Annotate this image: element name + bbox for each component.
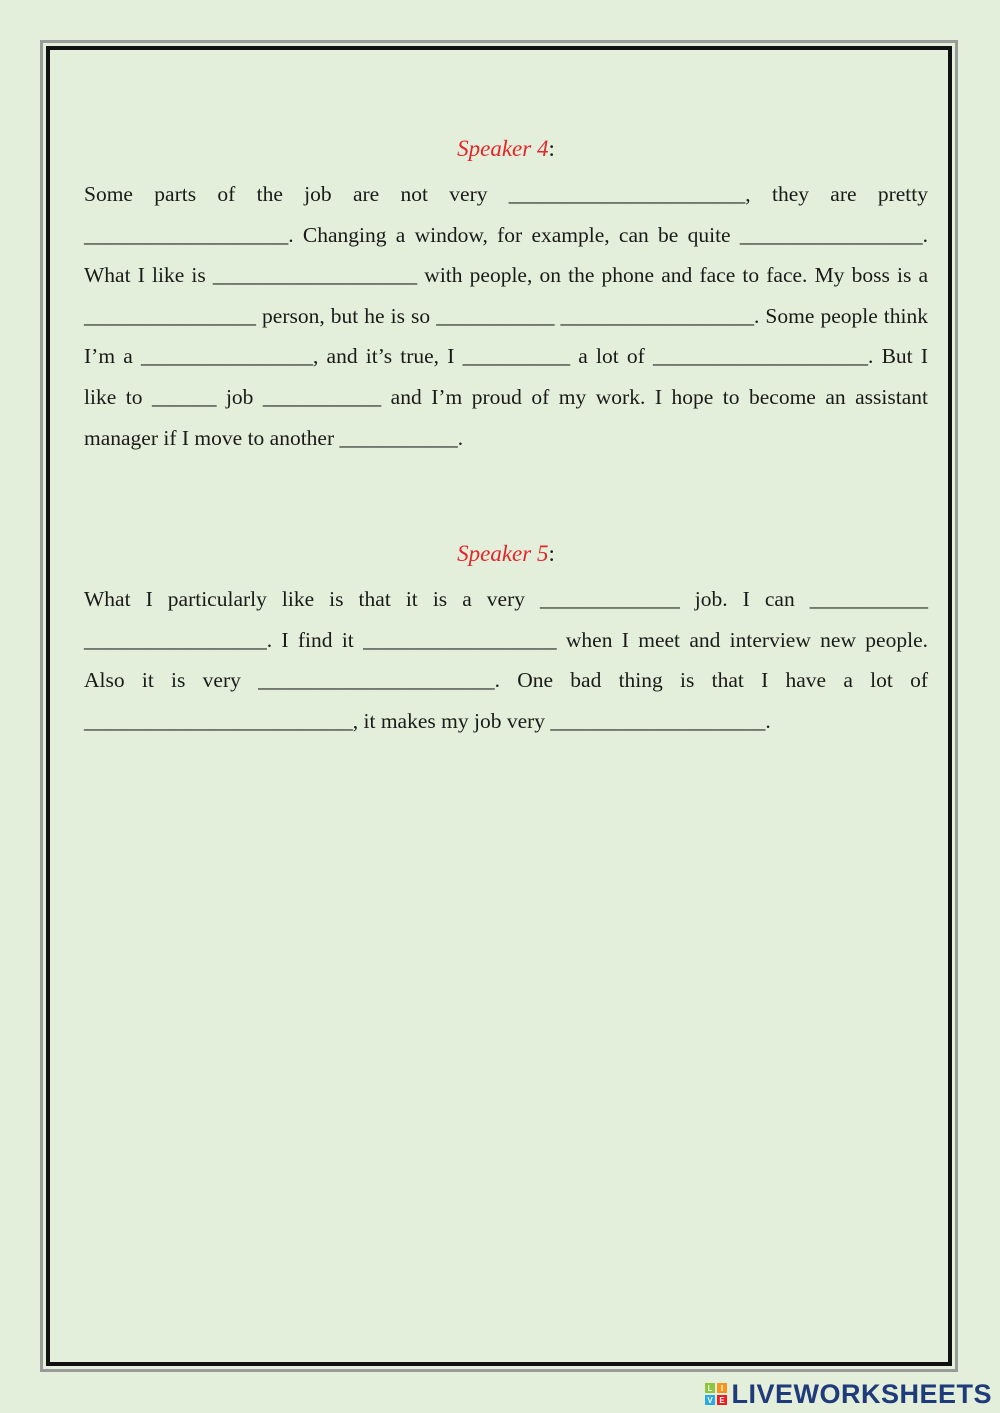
speaker-5-heading <box>84 539 928 569</box>
liveworksheets-grid-icon <box>705 1383 727 1405</box>
speaker-4-name: Speaker 4 <box>457 136 549 161</box>
speaker-4-section <box>84 134 928 458</box>
icon-letter-v: V <box>707 1396 714 1405</box>
speaker-5-colon: : <box>548 541 555 566</box>
liveworksheets-logo-text: LIVEWORKSHEETS <box>731 1378 992 1409</box>
speaker-5-section <box>84 539 928 741</box>
speaker-5-paragraph: What I particularly like is that it is a very _____________ job. I can ___________ _________________. I find it __________________ when I meet and interview new people. Also it is very ______________________. One bad thing is that I have a lot of _________________________, it makes my job very ____________________. <box>84 587 928 733</box>
icon-letter-e: E <box>719 1396 726 1405</box>
icon-letter-l: L <box>708 1384 713 1393</box>
speaker-4-heading <box>84 134 928 164</box>
speaker-5-name: Speaker 5 <box>457 541 549 566</box>
liveworksheets-logo <box>705 1377 992 1411</box>
speaker-4-colon: : <box>548 136 555 161</box>
speaker-4-paragraph: Some parts of the job are not very ______________________, they are pretty ___________________. Changing a window, for example, can be quite _________________. What I like is ___________________ with people, on the phone and face to face. My boss is a ________________ person, but he is so ___________ __________________. Some people think I’m a ________________, and it’s true, I __________ a lot of ____________________. But I like to ______ job ___________ and I’m proud of my work. I hope to become an assistant manager if I move to another ___________. <box>84 182 928 450</box>
icon-letter-i: I <box>721 1384 724 1393</box>
